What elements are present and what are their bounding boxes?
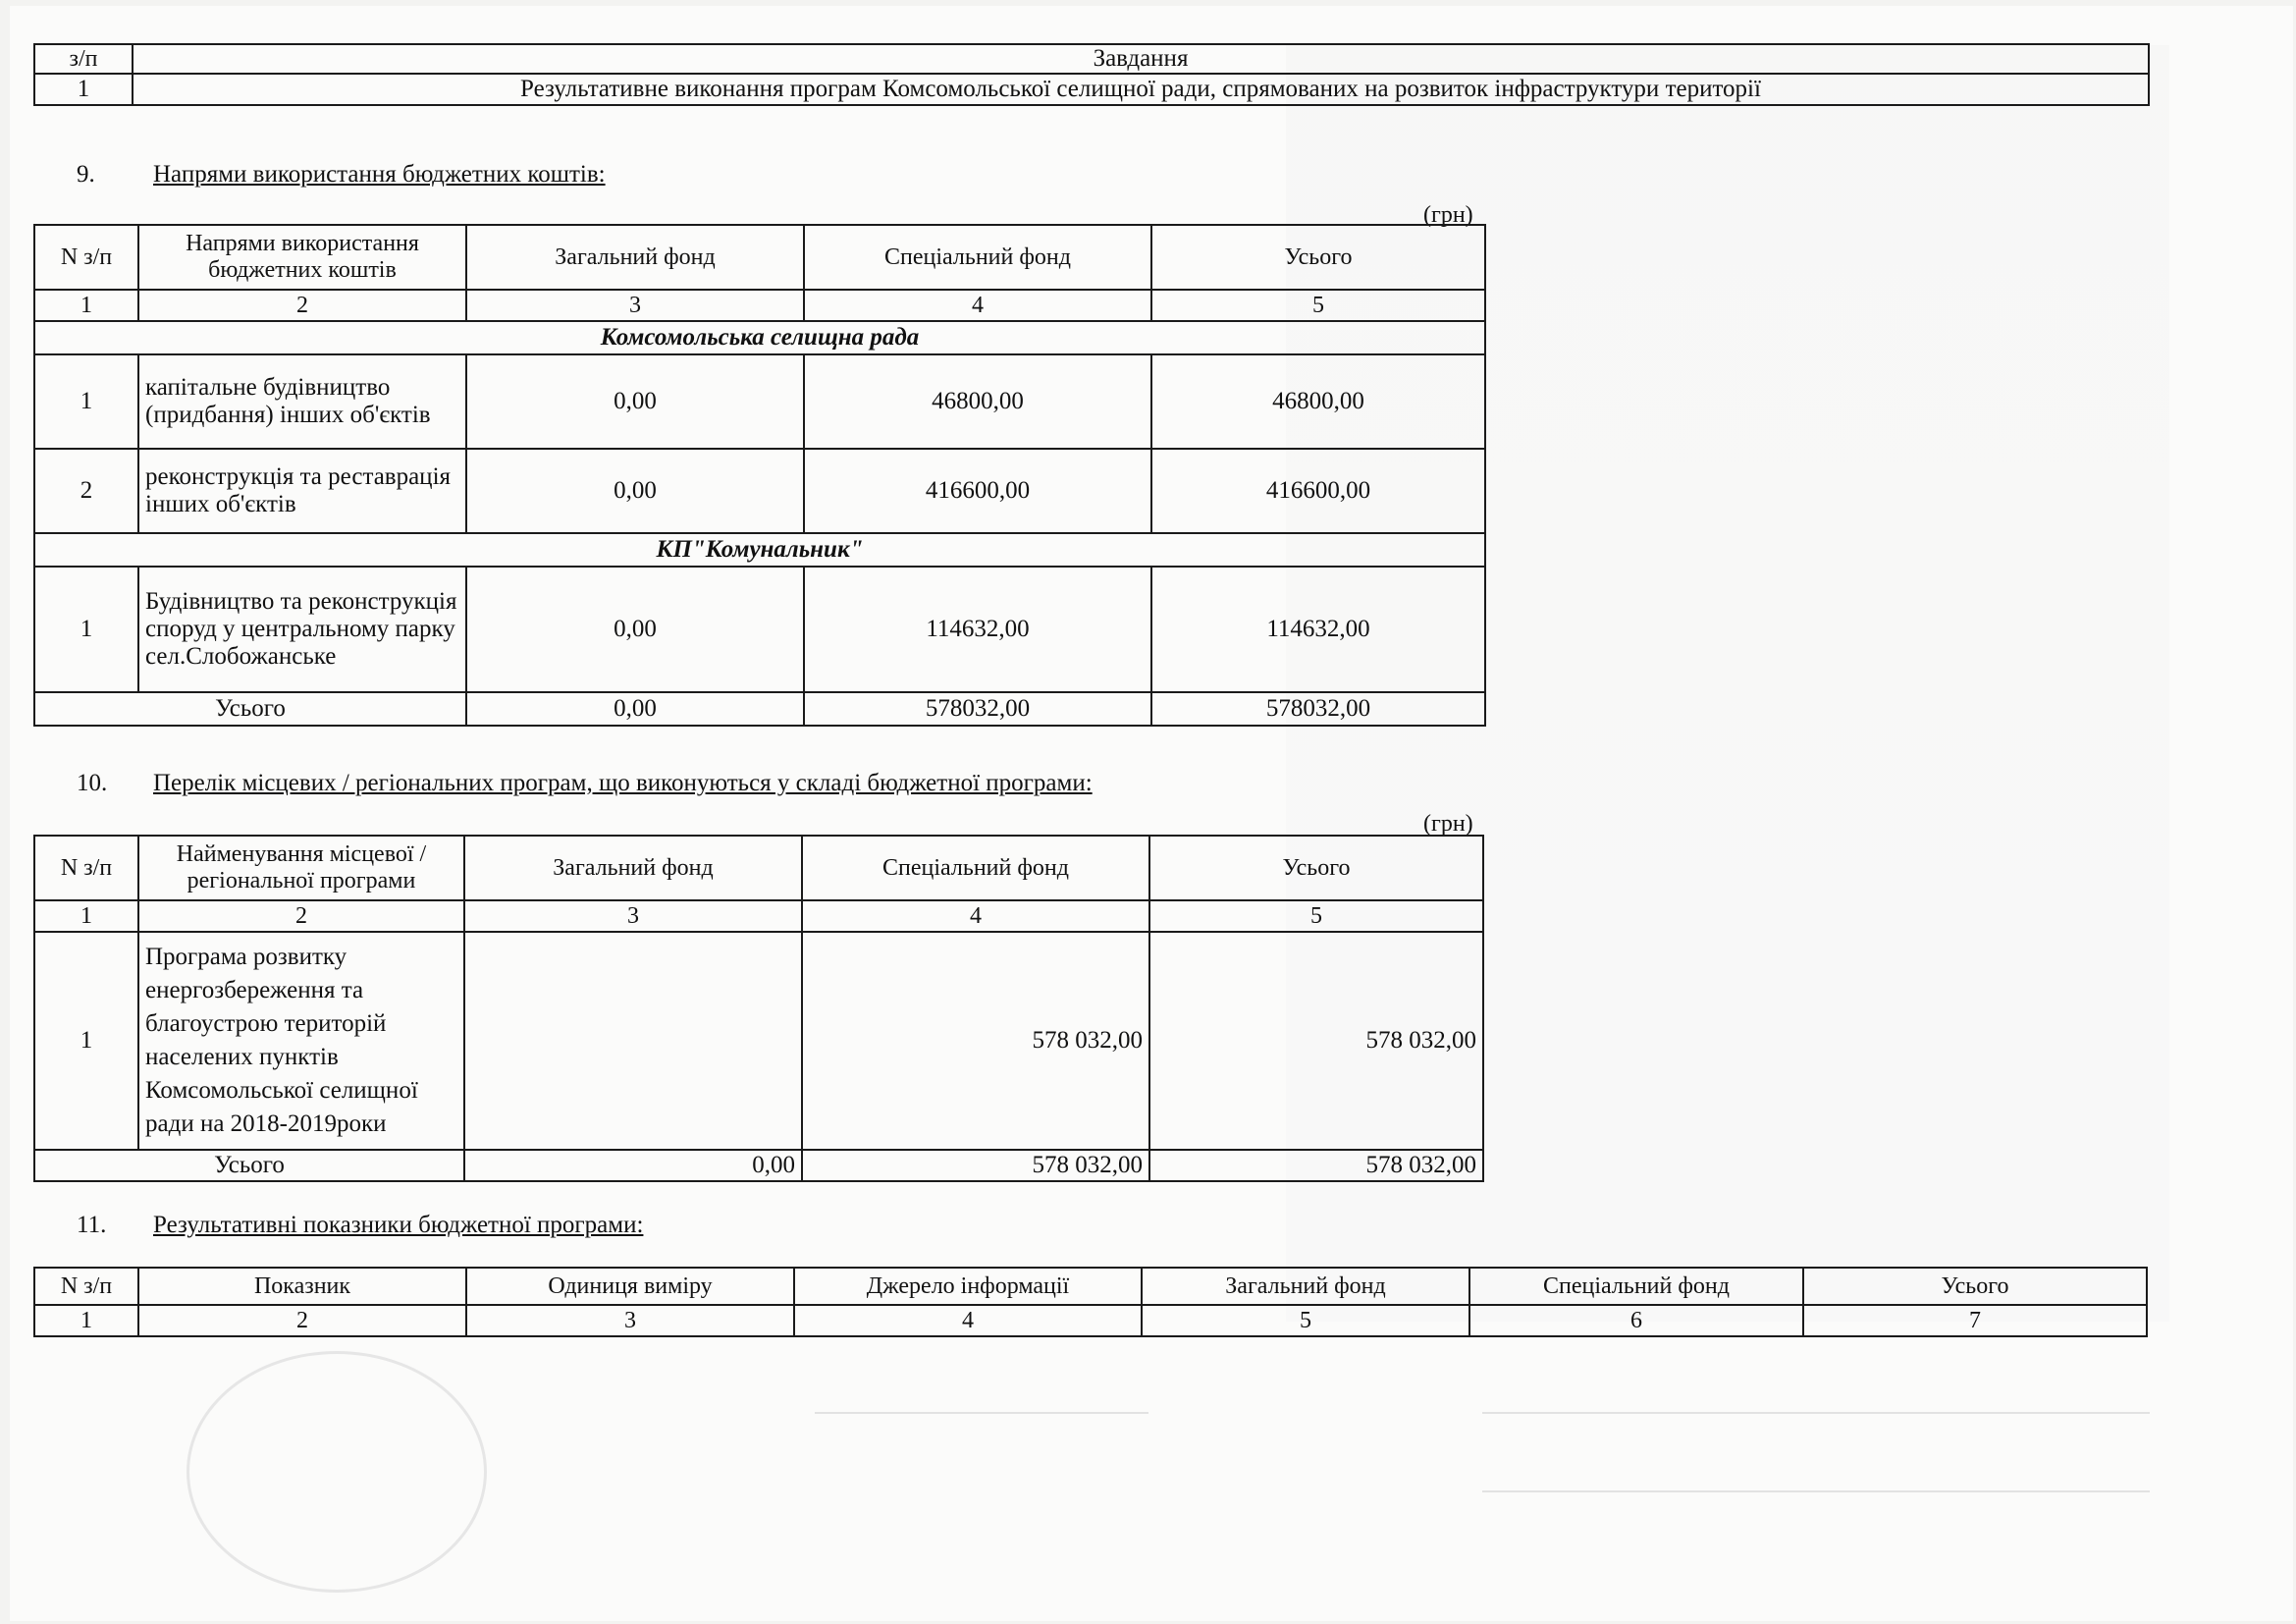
total-general-fund: 0,00 <box>466 692 804 726</box>
row-num: 2 <box>34 449 138 533</box>
col-header-indicator: Показник <box>138 1268 466 1305</box>
col-header-special-fund: Спеціальний фонд <box>1469 1268 1803 1305</box>
section-10-title: Перелік місцевих / регіональних програм, що виконуються у складі бюджетної програми: <box>153 770 1093 796</box>
col-number-3: 3 <box>466 290 804 321</box>
col-header-direction: Напрями використання бюджетних коштів <box>138 225 466 290</box>
total-special-fund: 578 032,00 <box>802 1150 1149 1181</box>
row-special-fund: 416600,00 <box>804 449 1151 533</box>
col-header-special-fund: Спеціальний фонд <box>804 225 1151 290</box>
total-general-fund: 0,00 <box>464 1150 802 1181</box>
task-header-title: Завдання <box>133 44 2149 74</box>
col-number-1: 1 <box>34 900 138 932</box>
col-number-2: 2 <box>138 290 466 321</box>
show-through-line <box>1482 1490 2150 1492</box>
group-header-utility: КП"Комунальник" <box>34 533 1485 567</box>
row-total: 114632,00 <box>1151 567 1485 692</box>
col-header-total: Усього <box>1149 836 1483 900</box>
task-header-num: з/п <box>34 44 133 74</box>
total-row <box>34 692 1485 726</box>
col-number-6: 6 <box>1469 1305 1803 1336</box>
section-11-title: Результативні показники бюджетної програми: <box>153 1212 644 1238</box>
col-number-4: 4 <box>804 290 1151 321</box>
total-label: Усього <box>34 692 466 726</box>
row-special-fund: 114632,00 <box>804 567 1151 692</box>
group-header-council: Комсомольська селищна рада <box>34 321 1485 354</box>
col-number-5: 5 <box>1151 290 1485 321</box>
section-9-unit: (грн) <box>1423 202 1473 228</box>
section-9-number: 9. <box>77 161 95 188</box>
row-direction: Будівництво та реконструкція споруд у центральному парку сел.Слобожанське <box>138 567 466 692</box>
total-special-fund: 578032,00 <box>804 692 1151 726</box>
table-row <box>34 932 1483 1150</box>
section-11-heading <box>77 1212 1058 1241</box>
col-header-total: Усього <box>1803 1268 2147 1305</box>
total-row <box>34 1150 1483 1181</box>
document-page <box>10 6 2293 1621</box>
section-10-heading <box>77 770 1353 799</box>
col-number-3: 3 <box>466 1305 794 1336</box>
row-special-fund: 578 032,00 <box>802 932 1149 1150</box>
col-header-num: N з/п <box>34 836 138 900</box>
col-number-1: 1 <box>34 290 138 321</box>
row-direction: реконструкція та реставрація інших об'єктів <box>138 449 466 533</box>
row-num: 1 <box>34 932 138 1150</box>
row-num: 1 <box>34 354 138 449</box>
col-number-2: 2 <box>138 900 464 932</box>
row-total: 578 032,00 <box>1149 932 1483 1150</box>
total-total: 578 032,00 <box>1149 1150 1483 1181</box>
section-9-title: Напрями використання бюджетних коштів: <box>153 161 606 188</box>
performance-indicators-table <box>33 1267 2148 1337</box>
col-header-source: Джерело інформації <box>794 1268 1142 1305</box>
task-row-num: 1 <box>34 74 133 105</box>
col-number-5: 5 <box>1142 1305 1469 1336</box>
table-row <box>34 449 1485 533</box>
row-program-name: Програма розвитку енергозбереження та благоустрою територій населених пунктів Комсомольської селищної ради на 2018-2019роки <box>138 932 464 1150</box>
row-total: 46800,00 <box>1151 354 1485 449</box>
col-header-general-fund: Загальний фонд <box>464 836 802 900</box>
table-row <box>34 354 1485 449</box>
task-table <box>33 43 2150 106</box>
col-number-1: 1 <box>34 1305 138 1336</box>
row-direction: капітальне будівництво (придбання) інших об'єктів <box>138 354 466 449</box>
programs-table <box>33 835 1484 1182</box>
row-general-fund <box>464 932 802 1150</box>
task-row-text: Результативне виконання програм Комсомольської селищної ради, спрямованих на розвиток інфраструктури території <box>133 74 2149 105</box>
row-total: 416600,00 <box>1151 449 1485 533</box>
show-through-stamp <box>187 1351 487 1593</box>
section-9-heading <box>77 161 1255 190</box>
col-header-num: N з/п <box>34 225 138 290</box>
col-header-general-fund: Загальний фонд <box>466 225 804 290</box>
col-number-2: 2 <box>138 1305 466 1336</box>
col-number-5: 5 <box>1149 900 1483 932</box>
row-general-fund: 0,00 <box>466 449 804 533</box>
col-header-total: Усього <box>1151 225 1485 290</box>
section-10-number: 10. <box>77 770 108 796</box>
col-header-general-fund: Загальний фонд <box>1142 1268 1469 1305</box>
col-header-num: N з/п <box>34 1268 138 1305</box>
show-through-line <box>815 1412 1148 1414</box>
col-number-4: 4 <box>802 900 1149 932</box>
col-header-special-fund: Спеціальний фонд <box>802 836 1149 900</box>
row-special-fund: 46800,00 <box>804 354 1151 449</box>
total-label: Усього <box>34 1150 464 1181</box>
col-header-unit: Одиниця виміру <box>466 1268 794 1305</box>
section-11-number: 11. <box>77 1212 107 1238</box>
row-general-fund: 0,00 <box>466 354 804 449</box>
col-header-program: Найменування місцевої / регіональної програми <box>138 836 464 900</box>
row-num: 1 <box>34 567 138 692</box>
show-through-line <box>1482 1412 2150 1414</box>
section-10-unit: (грн) <box>1423 811 1473 837</box>
row-general-fund: 0,00 <box>466 567 804 692</box>
col-number-4: 4 <box>794 1305 1142 1336</box>
total-total: 578032,00 <box>1151 692 1485 726</box>
budget-directions-table <box>33 224 1486 727</box>
col-number-3: 3 <box>464 900 802 932</box>
table-row <box>34 567 1485 692</box>
col-number-7: 7 <box>1803 1305 2147 1336</box>
